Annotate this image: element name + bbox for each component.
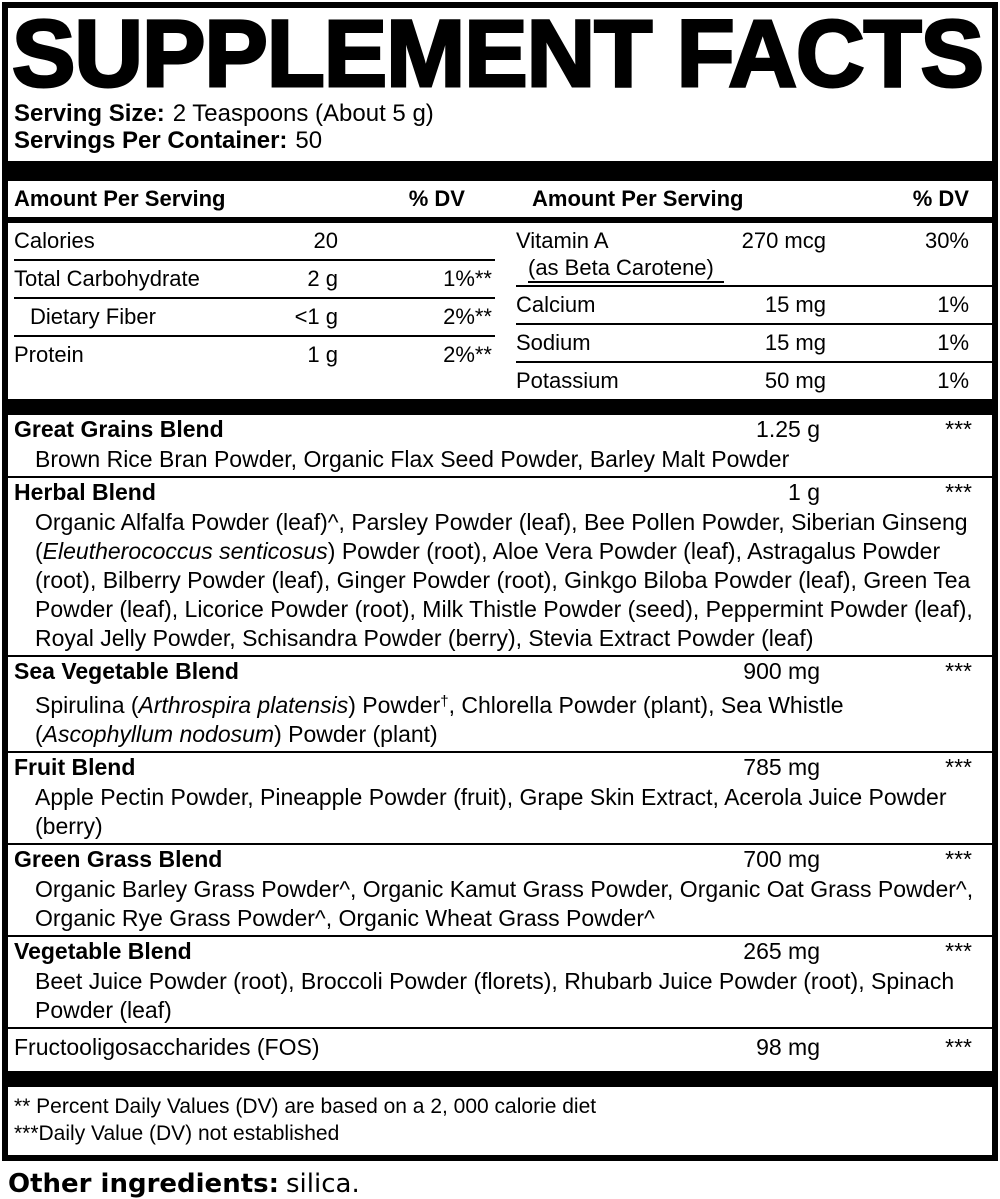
blend-section bbox=[8, 845, 992, 937]
percent-dv-header: % DV bbox=[408, 186, 465, 211]
nutrient-dv: 1%** bbox=[443, 266, 492, 291]
nutrient-columns bbox=[8, 223, 992, 399]
nutrient-name: Potassium bbox=[516, 368, 619, 393]
latin-name: Eleutherococcus senticosus bbox=[42, 538, 328, 564]
ingredient-text: ) Powder (plant) bbox=[274, 721, 438, 747]
nutrient-name: Protein bbox=[14, 342, 84, 367]
other-ingredients bbox=[8, 1169, 1000, 1199]
serving-info bbox=[8, 96, 992, 156]
nutrient-row bbox=[14, 261, 495, 299]
supplement-facts-title: SUPPLEMENT FACTS bbox=[12, 8, 984, 96]
ingredient-text: ) Powder (root), Aloe Vera Powder (leaf), Astragalus Powder (root), Bilberry Powder (leaf), Ginger Powder (root), Ginkgo Biloba Powder (leaf), Green Tea Powder (leaf), Licorice Powder (root), Milk Thistle Powder (seed), Peppermint Powder (leaf), Royal Jelly Powder, Schisandra Powder (berry), Stevia Extract Powder (leaf) bbox=[35, 538, 973, 651]
blend-name: Vegetable Blend bbox=[14, 938, 192, 964]
nutrient-amount: 20 bbox=[313, 228, 338, 253]
nutrient-dv: 1% bbox=[937, 368, 969, 393]
nutrient-name: Sodium bbox=[516, 330, 591, 355]
other-ingredients-label: Other ingredients: bbox=[8, 1169, 280, 1199]
left-column-header bbox=[8, 186, 495, 212]
nutrient-amount: 2 g bbox=[307, 266, 338, 291]
nutrient-amount: 15 mg bbox=[764, 292, 826, 317]
blend-amount: 785 mg bbox=[743, 754, 820, 780]
blend-dv: *** bbox=[945, 658, 972, 684]
blend-row bbox=[8, 478, 992, 508]
nutrient-dv: 2%** bbox=[443, 304, 492, 329]
ingredient-text: Spirulina ( bbox=[35, 692, 139, 718]
blend-amount: 700 mg bbox=[743, 846, 820, 872]
section-divider-bar bbox=[8, 1071, 992, 1087]
nutrient-dv: 1% bbox=[937, 330, 969, 355]
ingredient-text: Brown Rice Bran Powder, Organic Flax Seed Powder, Barley Malt Powder bbox=[35, 446, 790, 472]
nutrient-name: Calcium bbox=[516, 292, 596, 317]
nutrient-row bbox=[14, 299, 495, 337]
blend-ingredients bbox=[8, 687, 992, 751]
nutrient-row bbox=[14, 223, 495, 261]
blend-dv: *** bbox=[945, 938, 972, 964]
blend-row bbox=[8, 845, 992, 875]
blend-amount: 1 g bbox=[788, 479, 820, 505]
nutrient-dv: 1% bbox=[937, 292, 969, 317]
nutrient-dv: 2%** bbox=[443, 342, 492, 367]
blend-dv: *** bbox=[945, 754, 972, 780]
blend-section bbox=[8, 753, 992, 845]
ingredient-text: ) Powder bbox=[348, 692, 441, 718]
ingredient-text: Organic Barley Grass Powder^, Organic Kamut Grass Powder, Organic Oat Grass Powder^, Organic Rye Grass Powder^, Organic Wheat Grass Powder^ bbox=[35, 876, 974, 931]
blend-dv: *** bbox=[945, 479, 972, 505]
blend-row bbox=[8, 415, 992, 445]
nutrient-row bbox=[516, 325, 992, 363]
blend-ingredients bbox=[8, 967, 992, 1027]
blend-section bbox=[8, 937, 992, 1029]
nutrient-subname: (as Beta Carotene) bbox=[528, 255, 724, 283]
blend-name: Green Grass Blend bbox=[14, 846, 223, 872]
ingredient-text: Apple Pectin Powder, Pineapple Powder (fruit), Grape Skin Extract, Acerola Juice Powder (berry) bbox=[35, 784, 947, 839]
footnote: ** Percent Daily Values (DV) are based on a 2, 000 calorie diet bbox=[14, 1095, 597, 1118]
servings-per-container-label: Servings Per Container: bbox=[14, 127, 288, 154]
blend-ingredients bbox=[8, 445, 992, 476]
blend-amount: 98 mg bbox=[756, 1034, 820, 1060]
serving-size-label: Serving Size: bbox=[14, 100, 165, 127]
nutrient-column-right bbox=[512, 223, 992, 399]
serving-size-line bbox=[14, 100, 992, 127]
supplement-facts-panel bbox=[2, 2, 998, 1161]
nutrient-row bbox=[516, 363, 992, 399]
blend-name: Sea Vegetable Blend bbox=[14, 658, 239, 684]
blend-name: Fructooligosaccharides (FOS) bbox=[14, 1034, 320, 1060]
blend-ingredients bbox=[8, 508, 992, 655]
blend-amount: 900 mg bbox=[743, 658, 820, 684]
right-column-header bbox=[495, 186, 992, 212]
other-ingredients-value: silica. bbox=[286, 1169, 360, 1199]
blend-dv: *** bbox=[945, 846, 972, 872]
nutrient-subname-line bbox=[516, 255, 992, 283]
blend-ingredients bbox=[8, 875, 992, 935]
blend-name: Great Grains Blend bbox=[14, 416, 224, 442]
nutrient-column-left bbox=[8, 223, 495, 399]
section-divider-bar bbox=[8, 399, 992, 415]
blend-row bbox=[8, 937, 992, 967]
nutrient-name: Vitamin A bbox=[516, 228, 609, 253]
nutrient-amount: 15 mg bbox=[764, 330, 826, 355]
nutrient-amount: 1 g bbox=[307, 342, 338, 367]
blend-row bbox=[8, 1029, 992, 1071]
nutrient-row bbox=[516, 223, 992, 287]
ingredient-text: Organic Alfalfa Powder (leaf)^, Parsley Powder (leaf), Bee Pollen Powder, Siberian Ginseng ( bbox=[35, 509, 968, 564]
nutrient-name: Dietary Fiber bbox=[30, 304, 156, 329]
servings-per-container-line bbox=[14, 127, 992, 154]
nutrient-name: Calories bbox=[14, 228, 95, 253]
section-divider-bar bbox=[8, 161, 992, 181]
nutrient-amount: 50 mg bbox=[764, 368, 826, 393]
blend-row bbox=[8, 753, 992, 783]
blend-name: Herbal Blend bbox=[14, 479, 156, 505]
blend-ingredients bbox=[8, 783, 992, 843]
footnote: ***Daily Value (DV) not established bbox=[14, 1122, 340, 1145]
nutrient-row bbox=[14, 337, 495, 373]
percent-dv-header: % DV bbox=[912, 186, 969, 211]
blend-dv: *** bbox=[945, 1034, 972, 1060]
serving-size-value: 2 Teaspoons (About 5 g) bbox=[172, 100, 434, 127]
nutrient-row bbox=[516, 287, 992, 325]
blend-row bbox=[8, 657, 992, 687]
blend-section bbox=[8, 657, 992, 753]
blend-amount: 265 mg bbox=[743, 938, 820, 964]
blends-list bbox=[8, 415, 992, 1071]
nutrient-amount: 270 mcg bbox=[741, 228, 826, 253]
nutrient-amount: <1 g bbox=[294, 304, 338, 329]
footnotes bbox=[8, 1087, 992, 1155]
ingredient-text: , Chlorella Powder (plant), Sea Whistle ( bbox=[35, 692, 844, 747]
column-headers bbox=[8, 181, 992, 217]
amount-per-serving-header: Amount Per Serving bbox=[532, 186, 744, 211]
ingredient-text: Beet Juice Powder (root), Broccoli Powder (florets), Rhubarb Juice Powder (root), Spinach Powder (leaf) bbox=[35, 968, 955, 1023]
blend-section bbox=[8, 415, 992, 478]
amount-per-serving-header: Amount Per Serving bbox=[14, 186, 226, 211]
blend-dv: *** bbox=[945, 416, 972, 442]
latin-name: Arthrospira platensis bbox=[138, 692, 349, 718]
blend-section bbox=[8, 478, 992, 657]
servings-per-container-value: 50 bbox=[295, 127, 323, 154]
dagger-mark: † bbox=[440, 693, 449, 710]
blend-section bbox=[8, 1029, 992, 1071]
blend-name: Fruit Blend bbox=[14, 754, 136, 780]
latin-name: Ascophyllum nodosum bbox=[42, 721, 275, 747]
nutrient-name: Total Carbohydrate bbox=[14, 266, 200, 291]
nutrient-dv: 30% bbox=[924, 228, 969, 253]
blend-amount: 1.25 g bbox=[756, 416, 820, 442]
